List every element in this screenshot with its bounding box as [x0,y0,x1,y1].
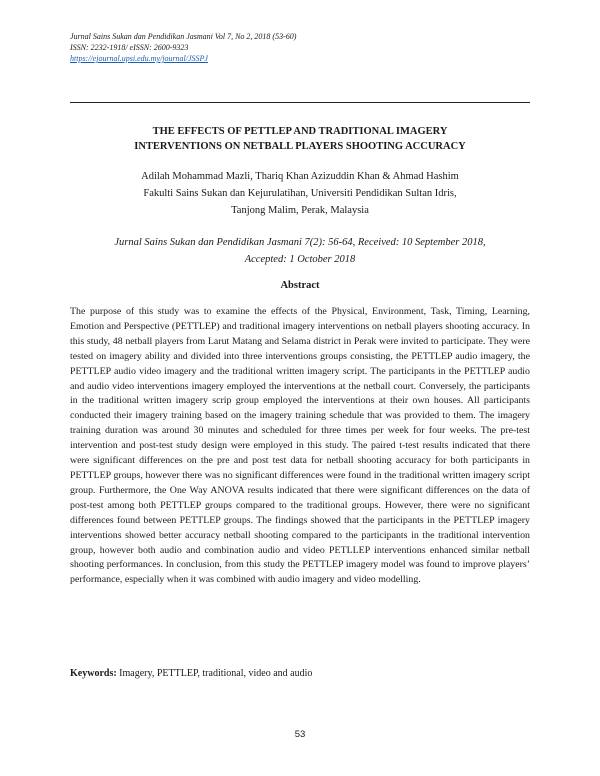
title-line-1: THE EFFECTS OF PETTLEP AND TRADITIONAL IMAGERY [152,126,448,137]
citation-line-1: Jurnal Sains Sukan dan Pendidikan Jasmani 7(2): 56-64, Received: 10 September 2018, [114,237,486,248]
keywords-label: Keywords: [70,668,117,679]
abstract-body: The purpose of this study was to examine the effects of the Physical, Environment, Task, Timing, Learning, Emotion and Perspective (PETTLEP) and traditional imagery interventions on netball players shooting accuracy. In this study, 48 netball players from Larut Matang and Selama district in Perak were invited to participate. They were tested on imagery ability and divided into three interventions groups consisting, the PETTLEP audio imagery, the PETTLEP audio video imagery and the traditional written imagery script. The participants in the PETTLEP audio and audio video interventions imagery employed the interventions at the netball court. Conversely, the participants in the traditional written imagery scrip group employed the interventions at their own houses. All participants conducted their imagery training based on the imagery training schedule that was provided to them. The imagery training duration was around 30 minutes and scheduled for three times per week for four weeks. The pre-test intervention and post-test study design were employed in this study. The paired t-test results indicated that there were significant differences on the pre and post test data for netball shooting accuracy for both participants in PETTLEP groups, however there was no significant differences were found in the traditional written imagery script group. Furthermore, the One Way ANOVA results indicated that there were significant differences on the data of post-test among both PETTLEP groups compared to the traditional groups. However, there were no significant differences found between PETTLEP groups. The findings showed that the participants in the PETTLEP imagery interventions showed better accuracy netball shooting compared to the participants in the traditional intervention group, however both audio and combination audio and video PETLLEP interventions enhanced similar netball shooting performances. In conclusion, from this study the PETTLEP imagery model was found to improve players’ performance, especially when it was combined with audio imagery and video modelling. [70,306,530,586]
author-location: Tanjong Malim, Perak, Malaysia [231,205,369,216]
author-names: Adilah Mohammad Mazli, Thariq Khan Azizuddin Khan & Ahmad Hashim [141,171,459,182]
citation-block [70,234,530,268]
keywords-line [70,667,530,681]
author-block [70,168,530,219]
header-divider [70,102,530,103]
page-number: 53 [294,729,306,740]
issn-line: ISSN: 2232-1918/ eISSN: 2600-9323 [70,43,189,52]
citation-line-2: Accepted: 1 October 2018 [244,254,356,265]
keywords-text: Imagery, PETTLEP, traditional, video and audio [116,668,313,679]
abstract-heading: Abstract [280,280,320,291]
journal-header [70,31,296,64]
author-affiliation: Fakulti Sains Sukan dan Kejurulatihan, Universiti Pendidikan Sultan Idris, [143,188,457,199]
paper-title [70,124,530,154]
title-line-2: INTERVENTIONS ON NETBALL PLAYERS SHOOTING ACCURACY [134,141,466,152]
journal-url-link[interactable]: https://ejournal.upsi.edu.my/journal/JSSPJ [70,54,208,63]
journal-info-line: Jurnal Sains Sukan dan Pendidikan Jasmani Vol 7, No 2, 2018 (53-60) [70,32,297,41]
